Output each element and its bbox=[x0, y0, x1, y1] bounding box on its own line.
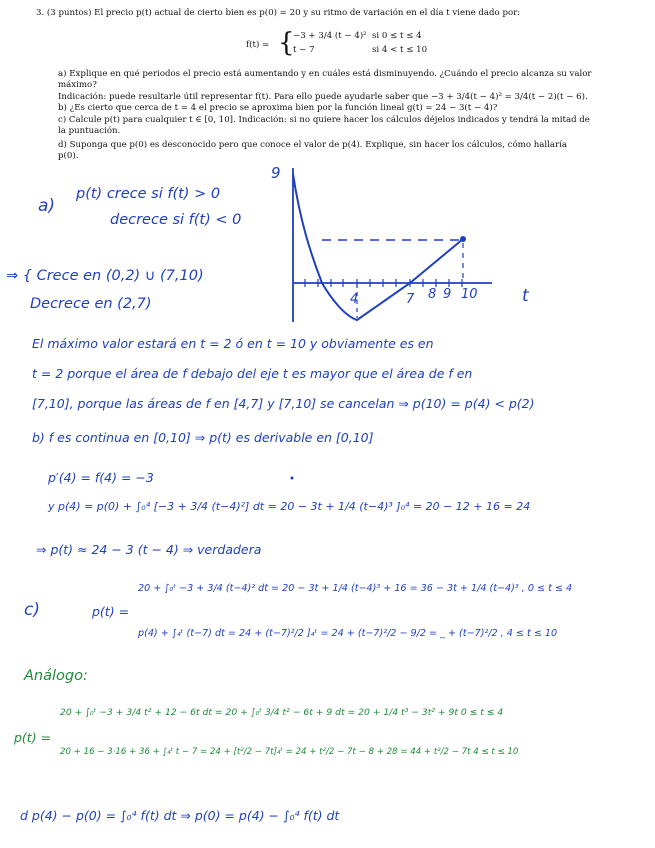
y-tick-9: 9 bbox=[271, 164, 281, 182]
part-c-line1: c) Calcule p(t) para cualquier t ∈ [0, 10]. Indicación: si no quiere hacer los cálculos déjelos indicados y tendrá la mitad de bbox=[58, 115, 590, 125]
hint-line: Indicación: puede resultarle útil representar f(t). Para ello puede ayudarle saber que −3 + 3/4(t − 4)² = 3/4(t − 2)(t − 6). bbox=[58, 92, 588, 102]
part-b-line: b) ¿Es cierto que cerca de t = 4 el precio se aproxima bien por la función lineal g(t) = 24 − 3(t − 4)? bbox=[58, 103, 498, 113]
c-label: c) bbox=[24, 600, 40, 620]
piece1-expr: −3 + 3/4 (t − 4)² bbox=[293, 31, 367, 41]
f-label: f(t) = bbox=[246, 40, 270, 50]
b-line4: ⇒ p(t) ≈ 24 − 3 (t − 4) ⇒ verdadera bbox=[36, 542, 262, 557]
analogo-label: Análogo: bbox=[24, 668, 88, 684]
ink-dot bbox=[291, 477, 294, 480]
piece2-expr: t − 7 bbox=[293, 45, 315, 55]
x-tick-4: 4 bbox=[350, 292, 359, 307]
max-line3: [7,10], porque las áreas de f en [4,7] y [7,10] se cancelan ⇒ p(10) = p(4) < p(2) bbox=[32, 396, 535, 411]
piece2-cond: si 4 < t ≤ 10 bbox=[372, 45, 428, 55]
x-tick-9: 9 bbox=[443, 287, 452, 302]
c-line2: p(4) + ∫₄ᵗ (t−7) dt = 24 + (t−7)²/2 ]₄ᵗ = 24 + (t−7)²/2 − 9/2 = _ + (t−7)²/2 , 4 ≤ t ≤ 10 bbox=[138, 628, 558, 639]
analogo-line1: 20 + ∫₀ᵗ −3 + 3/4 t² + 12 − 6t dt = 20 + ∫₀ᵗ 3/4 t² − 6t + 9 dt = 20 + 1/4 t³ − 3t² + 9t 0 ≤ t ≤ 4 bbox=[60, 707, 504, 718]
analogo-plabel: p(t) = bbox=[14, 730, 52, 745]
part-c-line2: la puntuación. bbox=[58, 126, 121, 136]
part-d-line2: p(0). bbox=[58, 151, 79, 161]
c-plabel: p(t) = bbox=[92, 604, 130, 619]
f-curve bbox=[293, 174, 463, 320]
endpoint-dot bbox=[460, 236, 466, 242]
a-label: a) bbox=[38, 196, 56, 216]
crece-line: ⇒ { Crece en (0,2) ∪ (7,10) bbox=[6, 268, 204, 284]
c-line1: 20 + ∫₀ᵗ −3 + 3/4 (t−4)² dt = 20 − 3t + 1/4 (t−4)³ + 16 = 36 − 3t + 1/4 (t−4)³ , 0 ≤ t ≤ 4 bbox=[138, 583, 573, 594]
part-d-line1: d) Suponga que p(0) es desconocido pero que conoce el valor de p(4). Explique, sin hacer los cálculos, cómo hallaría bbox=[58, 140, 567, 150]
b-line2: p′(4) = f(4) = −3 bbox=[48, 470, 154, 485]
d-line: d p(4) − p(0) = ∫₀⁴ f(t) dt ⇒ p(0) = p(4) − ∫₀⁴ f(t) dt bbox=[20, 808, 340, 823]
brace: { bbox=[278, 28, 295, 58]
part-a-line2: máximo? bbox=[58, 80, 97, 90]
axis-label-t: t bbox=[522, 286, 529, 306]
part-a-line1: a) Explique en qué periodos el precio está aumentando y en cuáles está disminuyendo. ¿Cuándo el precio alcanza su valor bbox=[58, 69, 592, 79]
x-tick-7: 7 bbox=[406, 292, 415, 307]
b-line3: y p(4) = p(0) + ∫₀⁴ [−3 + 3/4 (t−4)²] dt = 20 − 3t + 1/4 (t−4)³ ]₀⁴ = 20 − 12 + 16 = 24 bbox=[48, 500, 531, 513]
x-tick-10: 10 bbox=[461, 287, 478, 302]
b-line1: b) f es continua en [0,10] ⇒ p(t) es derivable en [0,10] bbox=[32, 430, 374, 445]
analogo-line2: 20 + 16 − 3·16 + 36 + ∫₄ᵗ t − 7 = 24 + [t²/2 − 7t]₄ᵗ = 24 + t²/2 − 7t − 8 + 28 = 44 + t²/2 − 7t 4 ≤ t ≤ 10 bbox=[60, 747, 519, 757]
a-line1: p(t) crece si f(t) > 0 bbox=[76, 186, 221, 202]
x-tick-8: 8 bbox=[428, 287, 437, 302]
decrece-line: Decrece en (2,7) bbox=[30, 296, 152, 312]
max-line1: El máximo valor estará en t = 2 ó en t = 10 y obviamente es en bbox=[32, 336, 434, 351]
a-line2: decrece si f(t) < 0 bbox=[110, 212, 242, 228]
piece1-cond: si 0 ≤ t ≤ 4 bbox=[372, 31, 422, 41]
max-line2: t = 2 porque el área de f debajo del eje t es mayor que el área de f en bbox=[32, 366, 473, 381]
statement-line: 3. (3 puntos) El precio p(t) actual de cierto bien es p(0) = 20 y su ritmo de variación en el día t viene dado por: bbox=[36, 8, 521, 18]
